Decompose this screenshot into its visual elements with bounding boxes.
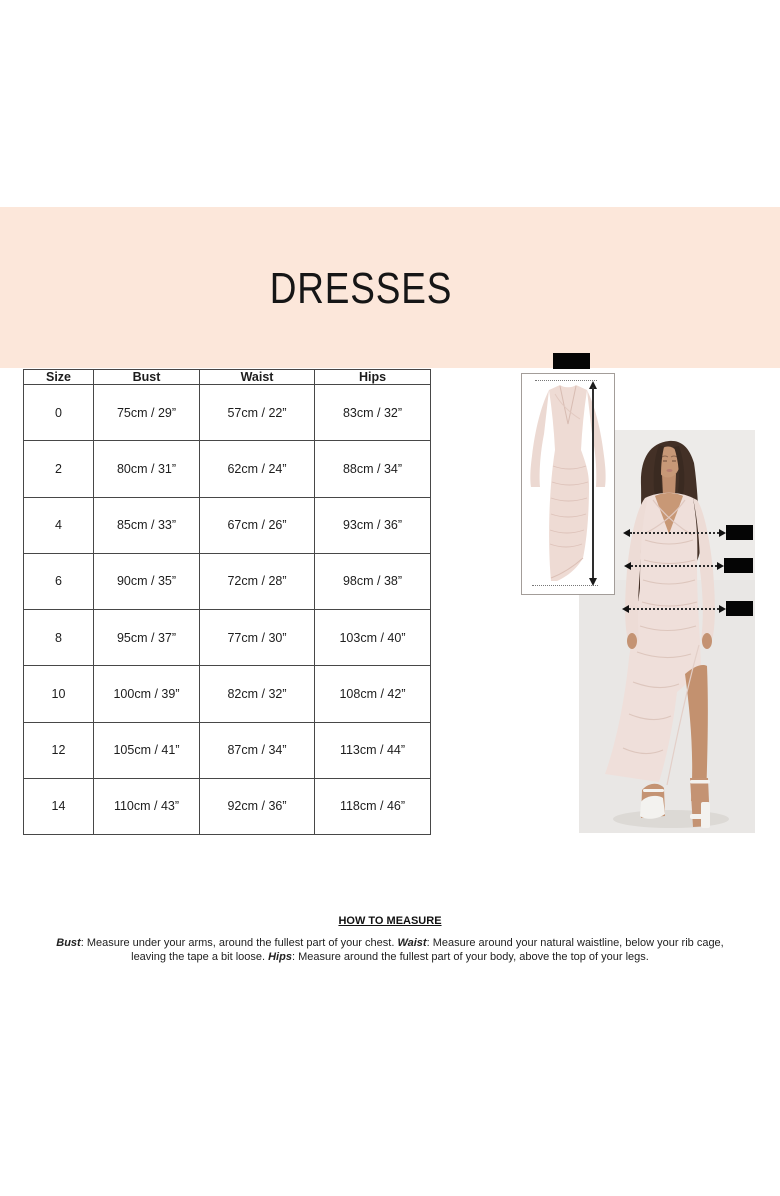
dress-sketch-illustration [522,374,614,594]
table-cell: 4 [24,497,94,553]
table-row [24,778,431,834]
table-cell: 62cm / 24” [200,441,315,497]
table-row [24,610,431,666]
table-cell: 72cm / 28” [200,553,315,609]
how-to-measure-text [40,936,740,964]
bust-arrow-left-icon [623,529,630,537]
table-cell: 67cm / 26” [200,497,315,553]
column-header: Size [24,370,94,385]
table-cell: 98cm / 38” [315,553,431,609]
table-row [24,722,431,778]
hips-description: : Measure around the fullest part of your body, above the top of your legs. [291,951,649,963]
column-header: Bust [94,370,200,385]
hips-redacted-label [726,601,753,616]
how-to-measure-heading: HOW TO MEASURE [338,915,442,927]
table-cell: 100cm / 39” [94,666,200,722]
card-redacted-label [553,353,590,369]
table-cell: 90cm / 35” [94,553,200,609]
column-header: Hips [315,370,431,385]
size-table [23,369,431,835]
hips-arrow-left-icon [622,605,629,613]
table-cell: 118cm / 46” [315,778,431,834]
table-row [24,553,431,609]
bust-redacted-label [726,525,753,540]
banner [0,207,780,368]
table-cell: 82cm / 32” [200,666,315,722]
table-cell: 88cm / 34” [315,441,431,497]
table-row [24,441,431,497]
table-cell: 103cm / 40” [315,610,431,666]
waist-arrow-left-icon [624,562,631,570]
bust-description: : Measure under your arms, around the fullest part of your chest. [80,937,398,949]
table-cell: 77cm / 30” [200,610,315,666]
table-cell: 57cm / 22” [200,385,315,441]
bust-arrow-right-icon [719,529,726,537]
table-cell: 93cm / 36” [315,497,431,553]
table-cell: 110cm / 43” [94,778,200,834]
header-row [24,370,431,385]
table-cell: 8 [24,610,94,666]
table-row [24,497,431,553]
table-cell: 6 [24,553,94,609]
bust-label: Bust [56,937,81,949]
table-cell: 113cm / 44” [315,722,431,778]
table-cell: 14 [24,778,94,834]
table-cell: 95cm / 37” [94,610,200,666]
waist-redacted-label [724,558,753,573]
waist-description: : Measure around your natural waistline, below your rib cage, leaving the tape a bit loose. [131,937,724,963]
hips-arrow-right-icon [719,605,726,613]
table-cell: 12 [24,722,94,778]
table-cell: 10 [24,666,94,722]
hips-measure-line [629,608,719,610]
waist-measure-line [631,565,717,567]
table-cell: 92cm / 36” [200,778,315,834]
table-cell: 108cm / 42” [315,666,431,722]
page-title: DRESSES [269,264,453,313]
dress-length-card [521,373,615,595]
column-header: Waist [200,370,315,385]
waist-label: Waist [397,937,427,949]
table-cell: 0 [24,385,94,441]
table-cell: 87cm / 34” [200,722,315,778]
bust-measure-line [630,532,719,534]
table-cell: 80cm / 31” [94,441,200,497]
table-cell: 105cm / 41” [94,722,200,778]
waist-arrow-right-icon [717,562,724,570]
table-cell: 2 [24,441,94,497]
length-top-dotted-line [535,380,597,381]
table-cell: 85cm / 33” [94,497,200,553]
table-row [24,666,431,722]
length-measure-line [592,387,594,579]
table-cell: 83cm / 32” [315,385,431,441]
table-cell: 75cm / 29” [94,385,200,441]
table-row [24,385,431,441]
length-arrow-down-icon [589,578,597,586]
hips-label: Hips [268,951,292,963]
